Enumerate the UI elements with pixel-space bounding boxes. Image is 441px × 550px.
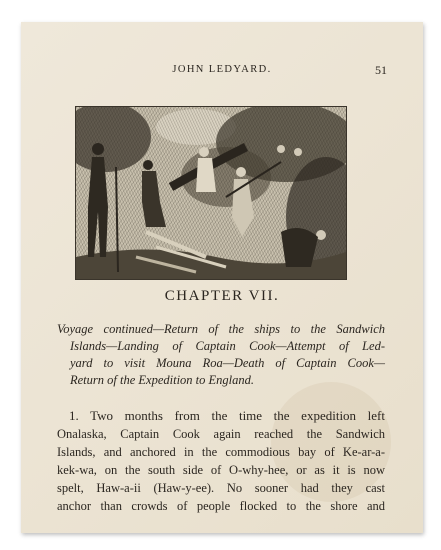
chapter-summary (57, 321, 385, 389)
page-number: 51 (375, 63, 387, 77)
body-line: Islands, and anchored in the commodious bay of Ke-ar-a- (57, 445, 385, 459)
body-paragraph (57, 407, 385, 515)
summary-line: Islands—Landing of Captain Cook—Attempt of Led- (70, 339, 385, 353)
body-line: kek-wa, on the south side of O-why-hee, or as it is now (57, 463, 385, 477)
engraving-illustration (75, 106, 347, 280)
summary-line: yard to visit Mouna Roa—Death of Captain Cook— (70, 356, 385, 370)
summary-line: Return of the Expedition to England. (70, 373, 254, 387)
running-head-title: JOHN LEDYARD. (172, 64, 272, 75)
book-page (21, 22, 423, 533)
engraving-scene (76, 107, 346, 279)
body-line: spelt, Haw-a-ii (Haw-y-ee). No sooner had they cast (57, 481, 385, 495)
body-line: 1. Two months from the time the expedition left (69, 408, 385, 423)
body-line: Onalaska, Captain Cook again reached the Sandwich (57, 427, 385, 441)
summary-line: Voyage continued—Return of the ships to the Sandwich (57, 322, 385, 336)
running-head (21, 64, 423, 78)
body-line: anchor than crowds of people flocked to the shore and (57, 499, 385, 513)
chapter-heading: CHAPTER VII. (164, 288, 280, 304)
